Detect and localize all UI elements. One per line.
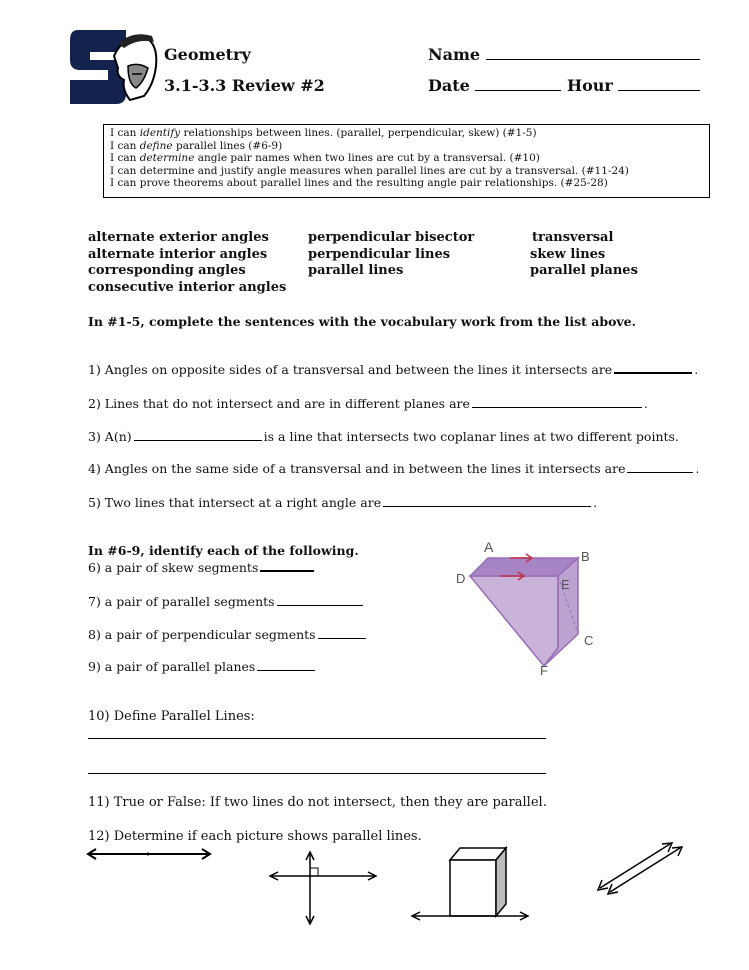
question-5: 5) Two lines that intersect at a right angle are . [88, 495, 598, 510]
question-6: 6) a pair of skew segments [88, 560, 316, 575]
vocab-column-2 [308, 230, 474, 280]
answer-blank-2[interactable] [472, 406, 642, 408]
vertex-label-d: D [456, 571, 466, 586]
vocab-term: skew lines [530, 246, 606, 262]
objective-4: I can determine and justify angle measures when parallel lines are cut by a transversal. (#11-24) [110, 164, 629, 177]
instructions-6-9: In #6-9, identify each of the following. [88, 543, 359, 558]
question-8: 8) a pair of perpendicular segments [88, 627, 368, 642]
question-10: 10) Define Parallel Lines: [88, 709, 255, 724]
question-11: 11) True or False: If two lines do not intersect, then they are parallel. [88, 795, 547, 810]
answer-blank-6[interactable] [260, 569, 314, 572]
triangular-prism-figure [450, 536, 610, 686]
question-12: 12) Determine if each picture shows parallel lines. [88, 829, 422, 844]
vertex-label-b: B [581, 549, 590, 564]
vertex-label-a: A [484, 539, 494, 555]
picture-2-perpendicular-lines [266, 848, 380, 928]
hour-field[interactable] [618, 76, 700, 91]
objective-1: I can identify relationships between lines. (parallel, perpendicular, skew) (#1-5) [110, 127, 537, 139]
answer-line-10a[interactable] [88, 738, 546, 739]
prism-top-face [470, 558, 578, 576]
date-label: Date [428, 76, 470, 95]
question-4: 4) Angles on the same side of a transversal and in between the lines it intersects are . [88, 461, 700, 476]
instructions-1-5: In #1-5, complete the sentences with the vocabulary work from the list above. [88, 314, 636, 329]
date-hour-row [428, 76, 700, 95]
objectives-box [103, 124, 710, 198]
answer-line-10b[interactable] [88, 773, 546, 774]
answer-blank-4[interactable] [627, 471, 693, 473]
vocab-term: consecutive interior angles [88, 279, 287, 295]
answer-blank-3[interactable] [134, 439, 262, 441]
hour-label: Hour [566, 76, 613, 95]
vertex-label-e: E [561, 577, 570, 592]
vocab-term: corresponding angles [88, 263, 246, 278]
objective-2: I can define parallel lines (#6-9) [110, 139, 283, 152]
school-logo [68, 26, 160, 110]
picture-4-diagonal-lines [594, 840, 684, 896]
answer-blank-1[interactable] [614, 371, 692, 374]
answer-blank-8[interactable] [318, 637, 366, 639]
vocab-term: alternate interior angles [88, 246, 268, 262]
name-field[interactable] [486, 45, 700, 60]
objective-3: I can determine angle pair names when two lines are cut by a transversal. (#10) [110, 152, 540, 165]
question-2: 2) Lines that do not intersect and are in different planes are . [88, 396, 648, 411]
objective-5: I can prove theorems about parallel lines and the resulting angle pair relationships. (#25-28) [110, 177, 608, 190]
name-row [428, 45, 700, 64]
question-9: 9) a pair of parallel planes [88, 659, 317, 674]
answer-blank-7[interactable] [277, 604, 363, 606]
review-title: 3.1-3.3 Review #2 [164, 76, 325, 95]
vertex-label-c: C [584, 633, 594, 648]
vocab-term: transversal [532, 230, 614, 245]
picture-1-collinear-arrows [84, 846, 214, 862]
answer-blank-5[interactable] [383, 505, 591, 507]
vocab-term: perpendicular lines [308, 246, 451, 262]
course-title: Geometry [164, 45, 251, 64]
vocab-column-1 [88, 230, 286, 296]
date-field[interactable] [475, 76, 561, 91]
vocab-term: alternate exterior angles [88, 230, 269, 245]
vocab-term: parallel lines [308, 263, 404, 278]
question-7: 7) a pair of parallel segments [88, 594, 365, 609]
vocab-term: parallel planes [530, 263, 638, 278]
question-1: 1) Angles on opposite sides of a transversal and between the lines it intersects are . [88, 362, 699, 377]
answer-blank-9[interactable] [257, 669, 315, 671]
question-3: 3) A(n) is a line that intersects two coplanar lines at two different points. [88, 429, 679, 444]
vertex-label-f: F [540, 663, 548, 678]
vocab-column-3 [530, 230, 638, 280]
prism-front-face [470, 576, 558, 666]
name-label: Name [428, 45, 481, 64]
vocab-term: perpendicular bisector [308, 230, 475, 245]
picture-3-box-on-line [408, 840, 532, 924]
